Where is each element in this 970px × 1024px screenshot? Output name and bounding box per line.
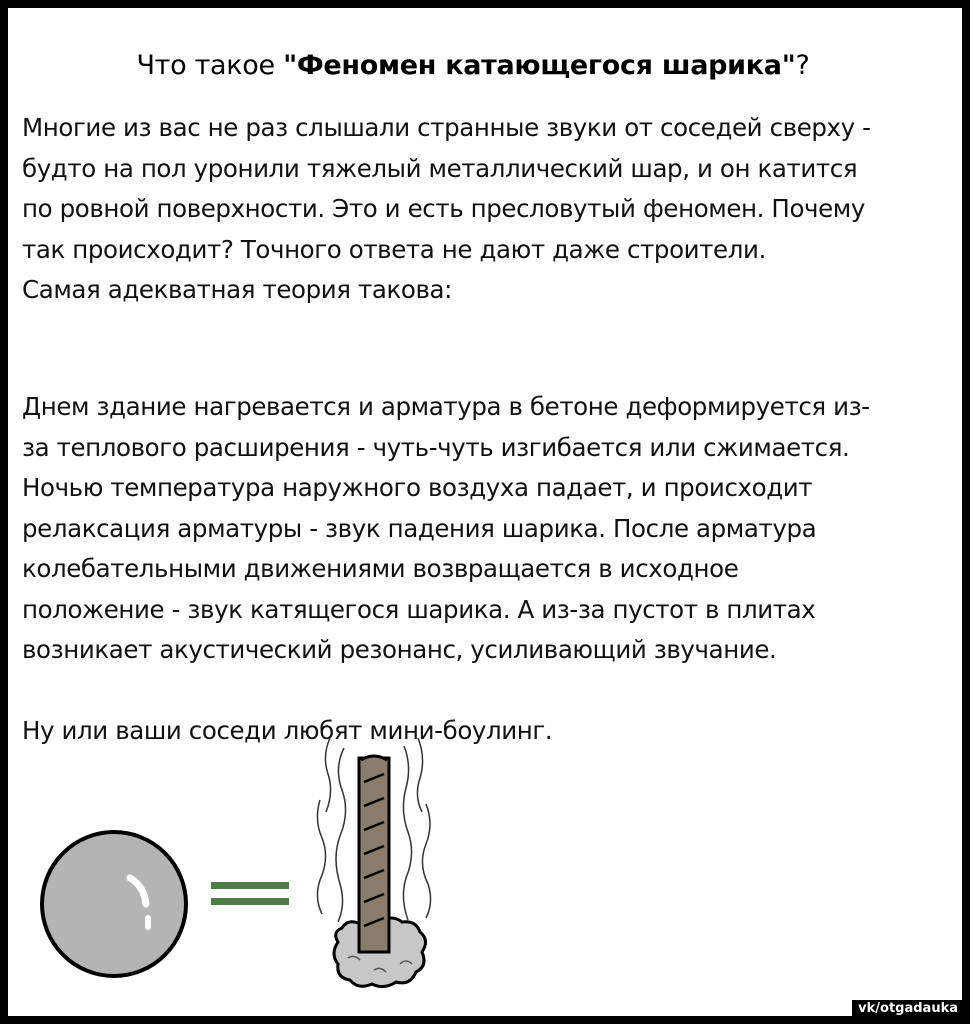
text-line: Многие из вас не раз слышали странные звуки от соседей сверху - [22, 113, 871, 142]
text-line: будто на пол уронили тяжелый металлический шар, и он катится [22, 153, 858, 183]
text-line: Днем здание нагревается и арматура в бетоне деформируется из- [22, 392, 870, 421]
text-line: за теплового расширения - чуть-чуть изгибается или сжимается. [22, 432, 850, 462]
page-title [8, 50, 938, 81]
text-line: Ночью температура наружного воздуха падает, и происходит [22, 473, 813, 502]
text-line: релаксация арматуры - звук падения шарика. После арматура [22, 513, 817, 543]
text-line: так происходит? Точного ответа не дают даже строители. [22, 234, 766, 264]
paragraph-theory [22, 387, 958, 671]
title-suffix: ? [795, 50, 810, 81]
text-line: положение - звук катящегося шарика. А из-за пустот в плитах [22, 594, 816, 624]
text-line: Самая адекватная теория такова: [22, 275, 452, 304]
paragraph-spacer [22, 671, 958, 712]
text-line: возникает акустический резонанс, усиливающий звучание. [22, 635, 777, 664]
article-body [22, 108, 958, 752]
paragraph-spacer [22, 311, 958, 352]
text-line: по ровной поверхности. Это и есть пресловутый феномен. Почему [22, 194, 865, 223]
ball-icon [42, 832, 186, 976]
rebar-in-concrete-icon [317, 738, 430, 987]
title-bold: "Феномен катающегося шарика" [283, 50, 796, 81]
image-frame [8, 8, 962, 1016]
text-line: колебательными движениями возвращается в исходное [22, 554, 739, 583]
paragraph-spacer [22, 351, 958, 387]
text-line: Ну или ваши соседи любят мини-боулинг. [22, 716, 553, 745]
paragraph-intro [22, 108, 958, 311]
illustration [8, 708, 962, 1016]
equals-sign-icon [211, 882, 289, 905]
title-prefix: Что такое [136, 50, 284, 81]
watermark: vk/otgadauka [852, 1000, 962, 1016]
